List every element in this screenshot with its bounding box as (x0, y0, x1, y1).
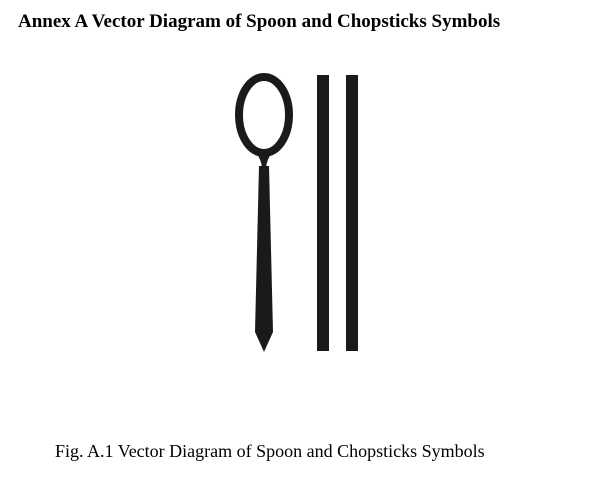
spoon-chopsticks-vector-diagram (225, 70, 375, 360)
spoon-chopsticks-figure (225, 70, 375, 360)
annex-title: Annex A Vector Diagram of Spoon and Chopsticks Symbols (18, 11, 501, 32)
chopstick-icon (346, 75, 358, 351)
chopstick-icon (317, 75, 329, 351)
spoon-icon (239, 77, 289, 153)
figure-caption: Fig. A.1 Vector Diagram of Spoon and Chopsticks Symbols (55, 441, 485, 461)
spoon-handle (255, 166, 273, 352)
